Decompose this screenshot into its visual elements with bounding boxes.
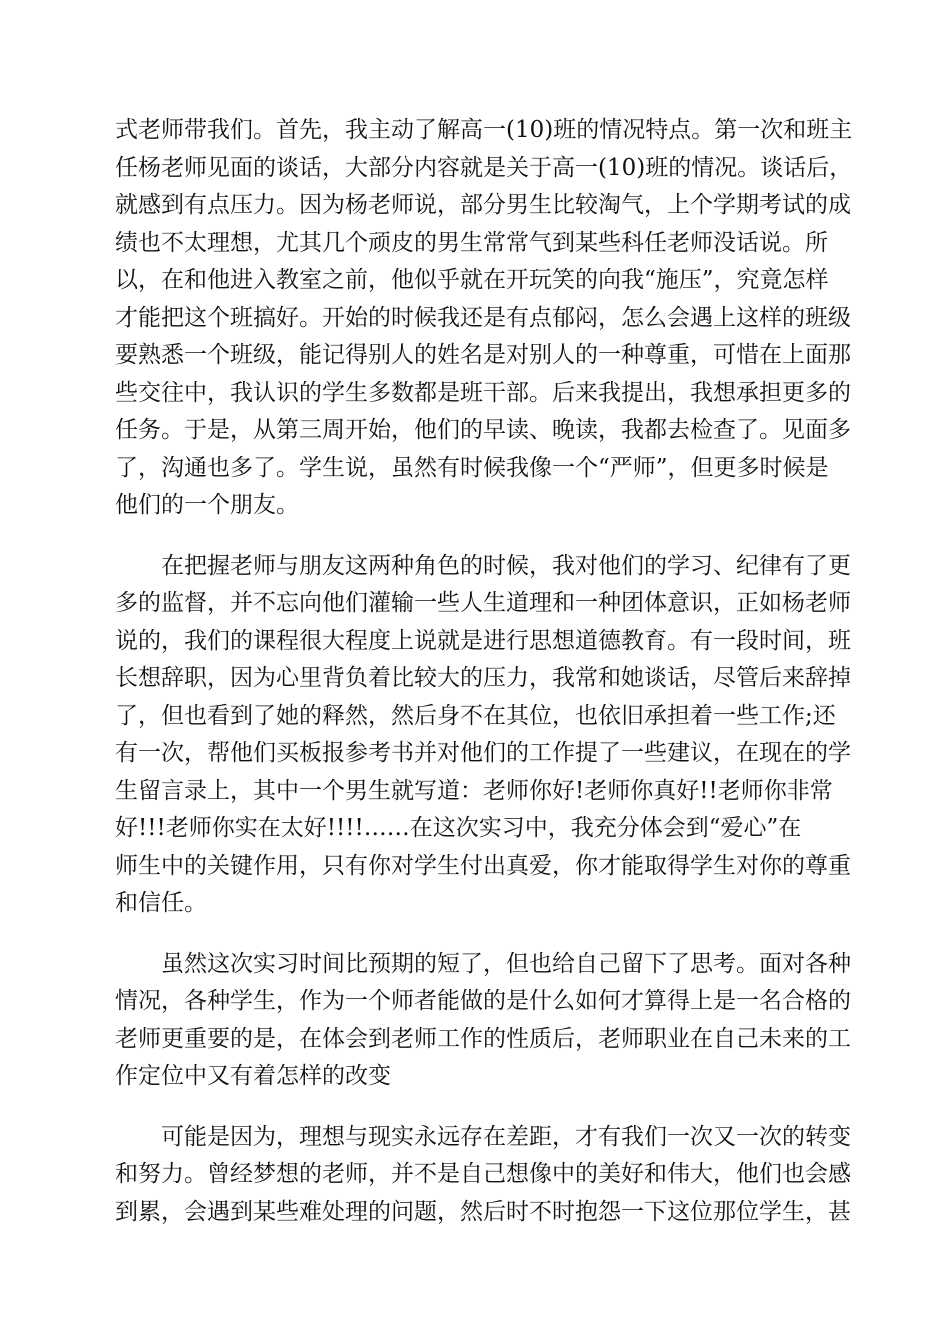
- text-line: 作定位中又有着怎样的改变: [115, 1063, 391, 1089]
- document-body: [115, 112, 853, 1231]
- text-line: 可能是因为，理想与现实永远存在差距，才有我们一次又一次的转变: [115, 1123, 851, 1150]
- text-line: 好!!!老师你实在太好!!!!……在这次实习中，我充分体会到“爱心”在: [115, 815, 802, 841]
- text-line: 式老师带我们。首先，我主动了解高一(10)班的情况特点。第一次和班主: [115, 117, 853, 143]
- text-line: 以，在和他进入教室之前，他似乎就在开玩笑的向我“施压”，究竟怎样: [115, 267, 829, 293]
- text-line: 任杨老师见面的谈话，大部分内容就是关于高一(10)班的情况。谈话后，: [115, 154, 853, 181]
- text-line: 师生中的关键作用，只有你对学生付出真爱，你才能取得学生对你的尊重: [115, 852, 851, 879]
- text-line: 和信任。: [115, 890, 207, 916]
- text-line: 绩也不太理想，尤其几个顽皮的男生常常气到某些科任老师没话说。所: [115, 229, 828, 256]
- text-line: 生留言录上，其中一个男生就写道：老师你好!老师你真好!!老师你非常: [115, 777, 833, 804]
- paragraph-1: [115, 112, 853, 525]
- paragraph-3: [115, 946, 851, 1096]
- text-line: 老师更重要的是，在体会到老师工作的性质后，老师职业在自己未来的工: [115, 1025, 851, 1052]
- text-line: 说的，我们的课程很大程度上说就是进行思想道德教育。有一段时间，班: [115, 627, 851, 654]
- text-line: 多的监督，并不忘向他们灌输一些人生道理和一种团体意识，正如杨老师: [115, 590, 851, 616]
- text-line: 了，沟通也多了。学生说，虽然有时候我像一个“严师”，但更多时候是: [115, 454, 829, 481]
- text-line: 在把握老师与朋友这两种角色的时候，我对他们的学习、纪律有了更: [115, 552, 851, 579]
- text-line: 任务。于是，从第三周开始，他们的早读、晚读，我都去检查了。见面多: [115, 417, 851, 443]
- paragraph-spacer: [115, 1096, 835, 1119]
- text-line: 才能把这个班搞好。开始的时候我还是有点郁闷，怎么会遇上这样的班级: [115, 304, 851, 331]
- text-line: 些交往中，我认识的学生多数都是班干部。后来我提出，我想承担更多的: [115, 379, 851, 406]
- text-line: 长想辞职，因为心里背负着比较大的压力，我常和她谈话，尽管后来辞掉: [115, 665, 851, 691]
- paragraph-spacer: [115, 525, 835, 548]
- text-line: 虽然这次实习时间比预期的短了，但也给自己留下了思考。面对各种: [115, 950, 851, 977]
- paragraph-2: [115, 548, 851, 923]
- text-line: 了，但也看到了她的释然，然后身不在其位，也依旧承担着一些工作;还: [115, 702, 836, 729]
- paragraph-4: [115, 1119, 851, 1232]
- text-line: 有一次，帮他们买板报参考书并对他们的工作提了一些建议，在现在的学: [115, 740, 851, 766]
- text-line: 就感到有点压力。因为杨老师说，部分男生比较淘气，上个学期考试的成: [115, 192, 851, 218]
- text-line: 他们的一个朋友。: [115, 492, 299, 518]
- paragraph-spacer: [115, 923, 835, 946]
- text-line: 到累，会遇到某些难处理的问题，然后时不时抱怨一下这位那位学生，甚: [115, 1198, 851, 1225]
- text-line: 情况，各种学生，作为一个师者能做的是什么如何才算得上是一名合格的: [115, 988, 851, 1014]
- text-line: 和努力。曾经梦想的老师，并不是自己想像中的美好和伟大，他们也会感: [115, 1161, 851, 1187]
- text-line: 要熟悉一个班级，能记得别人的姓名是对别人的一种尊重，可惜在上面那: [115, 342, 851, 368]
